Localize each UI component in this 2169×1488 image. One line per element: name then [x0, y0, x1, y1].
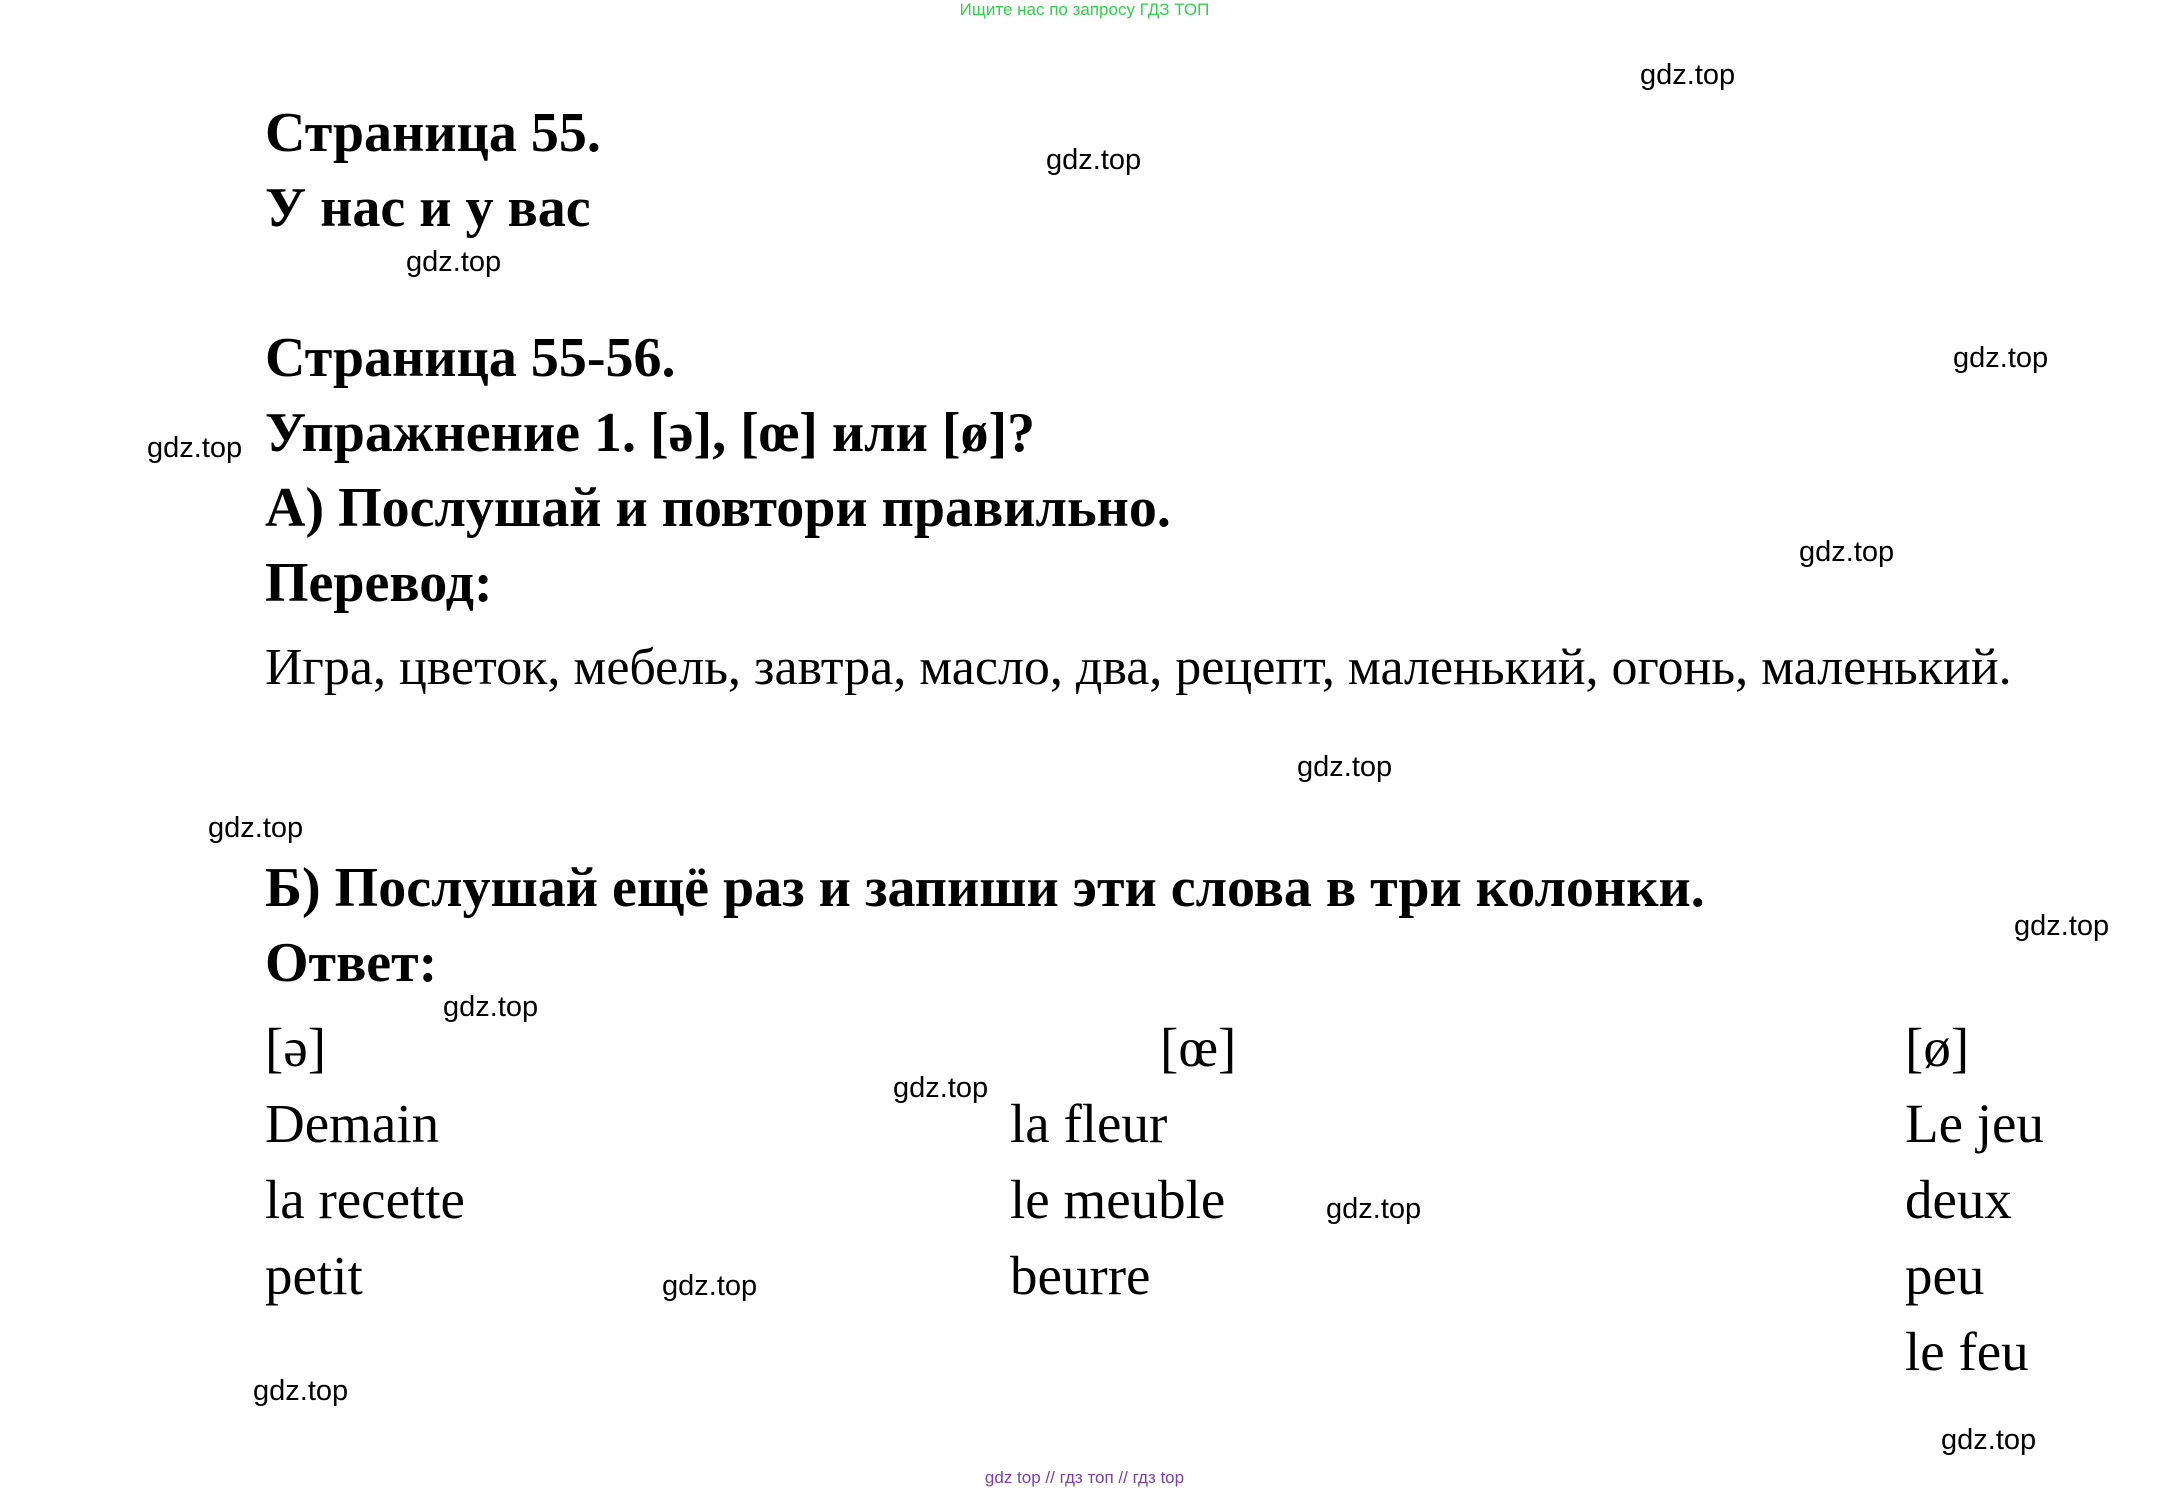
watermark: gdz.top: [1953, 342, 2049, 374]
exercise-heading: Упражнение 1. [ə], [œ] или [ø]?: [265, 402, 1036, 464]
top-banner: Ищите нас по запросу ГДЗ ТОП: [959, 0, 1210, 19]
word-item: la recette: [265, 1169, 465, 1230]
column-schwa: [265, 1010, 465, 1314]
column-oe-closed: [1905, 1010, 2044, 1390]
watermark: gdz.top: [2014, 910, 2110, 942]
watermark: gdz.top: [1799, 536, 1895, 568]
watermark: gdz.top: [1326, 1193, 1422, 1225]
page-range-heading: Страница 55-56.: [265, 327, 676, 389]
word-item: Le jeu: [1905, 1093, 2044, 1154]
word-item: la fleur: [1010, 1093, 1168, 1154]
topic-heading: У нас и у вас: [265, 177, 591, 239]
watermark: gdz.top: [1941, 1424, 2037, 1456]
column-header: [ø]: [1905, 1017, 1970, 1078]
watermark: gdz.top: [662, 1270, 758, 1302]
watermark: gdz.top: [1640, 59, 1736, 91]
word-item: Demain: [265, 1093, 440, 1154]
bottom-banner: gdz top // гдз топ // гдз top: [984, 1468, 1185, 1487]
word-item: peu: [1905, 1245, 1985, 1306]
task-b-heading: Б) Послушай ещё раз и запиши эти слова в три колонки.: [265, 857, 1705, 919]
task-a-heading: А) Послушай и повтори правильно.: [265, 477, 1171, 539]
word-item: petit: [265, 1245, 363, 1306]
column-oe-open: [1010, 1010, 1236, 1314]
watermark: gdz.top: [893, 1072, 989, 1104]
watermark: gdz.top: [208, 812, 304, 844]
watermark: gdz.top: [406, 246, 502, 278]
watermark: gdz.top: [147, 432, 243, 464]
watermark: gdz.top: [443, 991, 539, 1023]
column-header: [œ]: [1160, 1017, 1237, 1078]
watermark: gdz.top: [1297, 751, 1393, 783]
word-item: beurre: [1010, 1245, 1151, 1306]
word-item: deux: [1905, 1169, 2012, 1230]
watermark: gdz.top: [1046, 144, 1142, 176]
translation-label: Перевод:: [265, 552, 493, 614]
translation-text: Игра, цветок, мебель, завтра, масло, два, рецепт, маленький, огонь, маленький.: [265, 639, 2012, 696]
page-heading: Страница 55.: [265, 102, 601, 164]
column-header: [ə]: [265, 1017, 327, 1078]
watermark: gdz.top: [253, 1375, 349, 1407]
answer-label: Ответ:: [265, 932, 438, 994]
word-item: le meuble: [1010, 1169, 1226, 1230]
word-item: le feu: [1905, 1321, 2029, 1382]
